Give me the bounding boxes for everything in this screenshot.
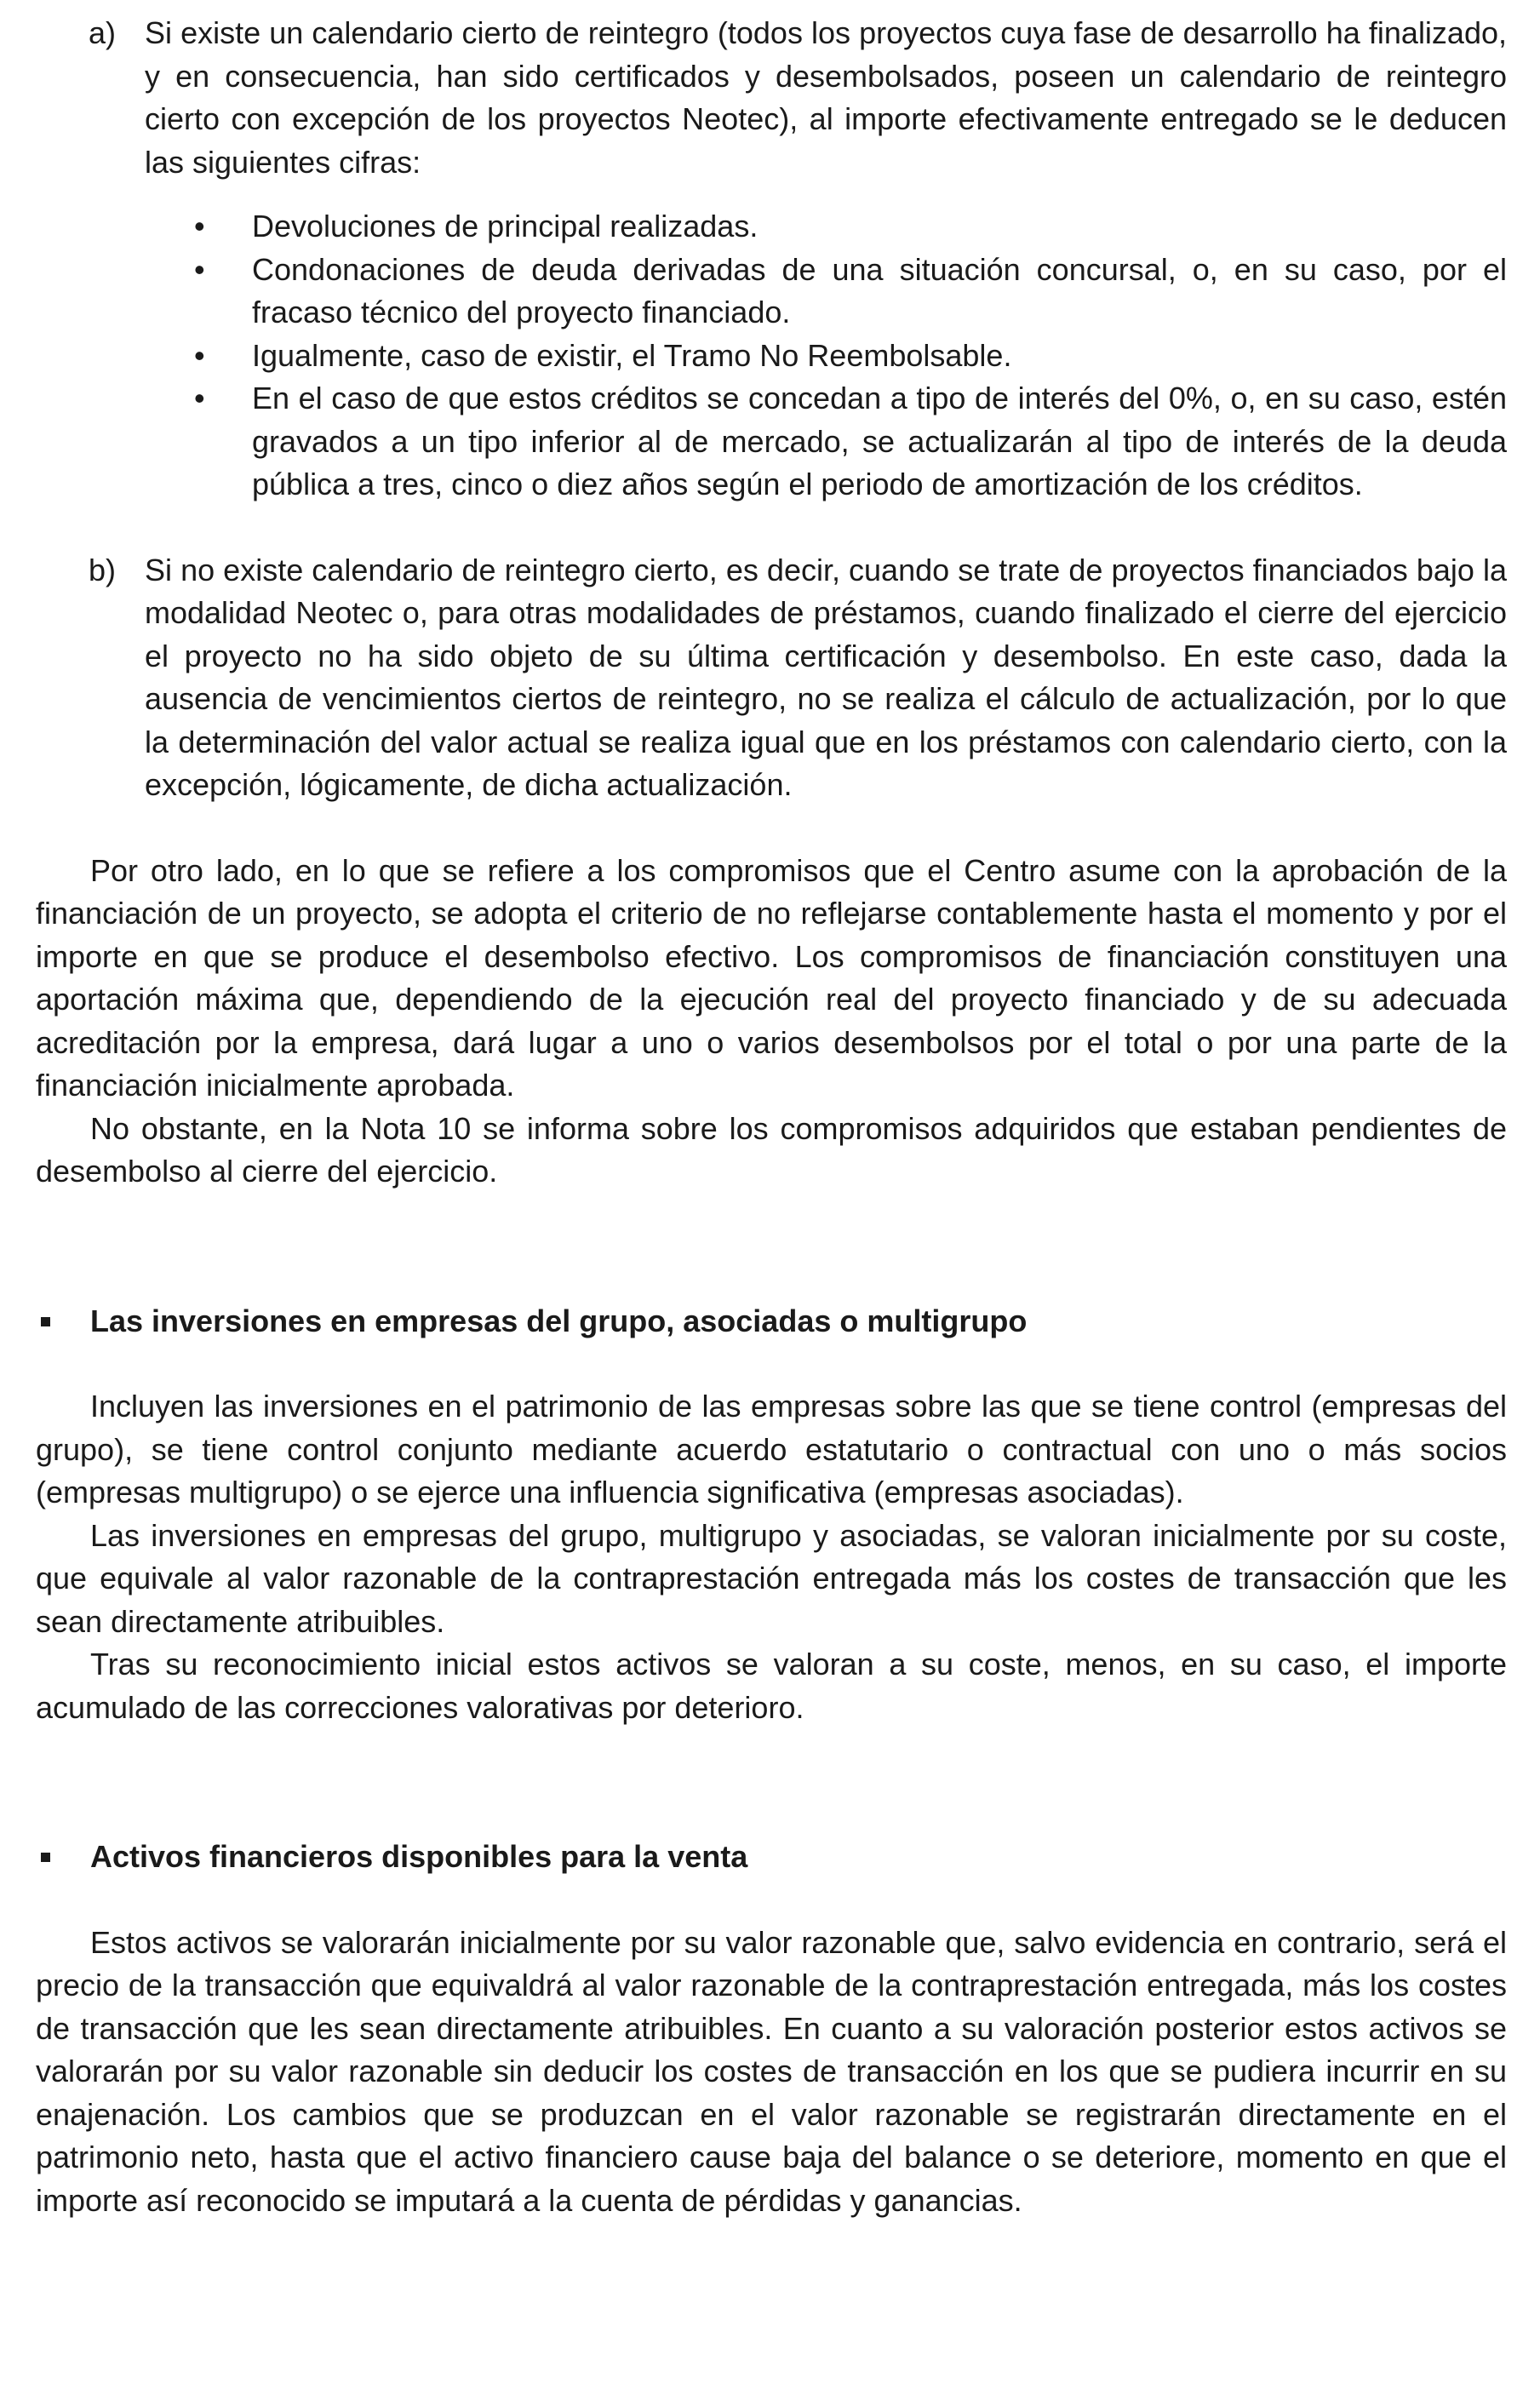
bullet-item-text: Igualmente, caso de existir, el Tramo No Reembolsable. bbox=[252, 337, 1012, 373]
deductions-bullet-list bbox=[36, 205, 1507, 507]
list-item-a-text: Si existe un calendario cierto de reintegro (todos los proyectos cuya fase de desarrollo ha finalizado, y en consecuencia, han sido certificados y desembolsados, poseen un calendario de reintegro cierto con excepción de los proyectos Neotec), al importe efectivamente entregado se le deducen las siguientes cifras: bbox=[145, 15, 1507, 180]
paragraph-note-10: No obstante, en la Nota 10 se informa sobre los compromisos adquiridos que estaban pendientes de desembolso al cierre del ejercicio. bbox=[36, 1110, 1507, 1189]
document-page bbox=[36, 12, 1507, 2222]
list-marker-a: a) bbox=[89, 15, 117, 50]
bullet-item-text: Condonaciones de deuda derivadas de una situación concursal, o, en su caso, por el fracaso técnico del proyecto financiado. bbox=[252, 251, 1507, 329]
section-heading-available-for-sale bbox=[36, 1836, 1507, 1879]
bullet-item bbox=[36, 249, 1507, 335]
bullet-icon: • bbox=[194, 209, 205, 243]
list-marker-b: b) bbox=[89, 552, 117, 587]
list-item-b bbox=[36, 549, 1507, 807]
paragraph-commitments: Por otro lado, en lo que se refiere a los compromisos que el Centro asume con la aprobación de la financiación de un proyecto, se adopta el criterio de no reflejarse contablemente hasta el momento y por el importe en que se produce el desembolso efectivo. Los compromisos de financiación constituyen una aportación máxima que, dependiendo de la ejecución real del proyecto financiado y de su adecuada acreditación por la empresa, dará lugar a uno o varios desembolsos por el total o por una parte de la financiación inicialmente aprobada. bbox=[36, 852, 1507, 1103]
bullet-item bbox=[36, 205, 1507, 249]
bullet-item-text: Devoluciones de principal realizadas. bbox=[252, 209, 759, 243]
bullet-item bbox=[36, 377, 1507, 507]
square-bullet-icon bbox=[41, 1853, 50, 1862]
paragraph-group-initial-valuation: Las inversiones en empresas del grupo, multigrupo y asociadas, se valoran inicialmente por su coste, que equivale al valor razonable de la contraprestación entregada más los costes de transacción que les sean directamente atribuibles. bbox=[36, 1517, 1507, 1639]
paragraph-available-for-sale: Estos activos se valorarán inicialmente por su valor razonable que, salvo evidencia en contrario, será el precio de la transacción que equivaldrá al valor razonable de la contraprestación entregada, más los costes de transacción que les sean directamente atribuibles. En cuanto a su valoración posterior estos activos se valorarán por su valor razonable sin deducir los costes de transacción en los que se pudiera incurrir en su enajenación. Los cambios que se produzcan en el valor razonable se registrarán directamente en el patrimonio neto, hasta que el activo financiero cause baja del balance o se deteriore, momento en que el importe así reconocido se imputará a la cuenta de pérdidas y ganancias. bbox=[36, 1924, 1507, 2218]
bullet-icon: • bbox=[194, 381, 205, 415]
bullet-item-text: En el caso de que estos créditos se concedan a tipo de interés del 0%, o, en su caso, estén gravados a un tipo inferior al de mercado, se actualizarán al tipo de interés de la deuda pública a tres, cinco o diez años según el periodo de amortización de los créditos. bbox=[252, 381, 1507, 501]
list-item-a bbox=[36, 12, 1507, 184]
section-heading-text: Activos financieros disponibles para la venta bbox=[90, 1839, 748, 1874]
bullet-item bbox=[36, 335, 1507, 378]
bullet-icon: • bbox=[194, 337, 205, 373]
section-heading-text: Las inversiones en empresas del grupo, asociadas o multigrupo bbox=[90, 1303, 1028, 1338]
list-item-b-text: Si no existe calendario de reintegro cierto, es decir, cuando se trate de proyectos financiados bajo la modalidad Neotec o, para otras modalidades de préstamos, cuando finalizado el cierre del ejercicio el proyecto no ha sido objeto de su última certificación y desembolso. En este caso, dada la ausencia de vencimientos ciertos de reintegro, no se realiza el cálculo de actualización, por lo que la determinación del valor actual se realiza igual que en los préstamos con calendario cierto, con la excepción, lógicamente, de dicha actualización. bbox=[145, 552, 1507, 802]
square-bullet-icon bbox=[41, 1317, 50, 1326]
section-heading-group-investments bbox=[36, 1300, 1507, 1343]
paragraph-group-subsequent-valuation: Tras su reconocimiento inicial estos activos se valoran a su coste, menos, en su caso, el importe acumulado de las correcciones valorativas por deterioro. bbox=[36, 1647, 1507, 1725]
bullet-icon: • bbox=[194, 251, 205, 287]
paragraph-group-definition: Incluyen las inversiones en el patrimonio de las empresas sobre las que se tiene control (empresas del grupo), se tiene control conjunto mediante acuerdo estatutario o contractual con uno o más socios (empresas multigrupo) o se ejerce una influencia significativa (empresas asociadas). bbox=[36, 1389, 1507, 1510]
